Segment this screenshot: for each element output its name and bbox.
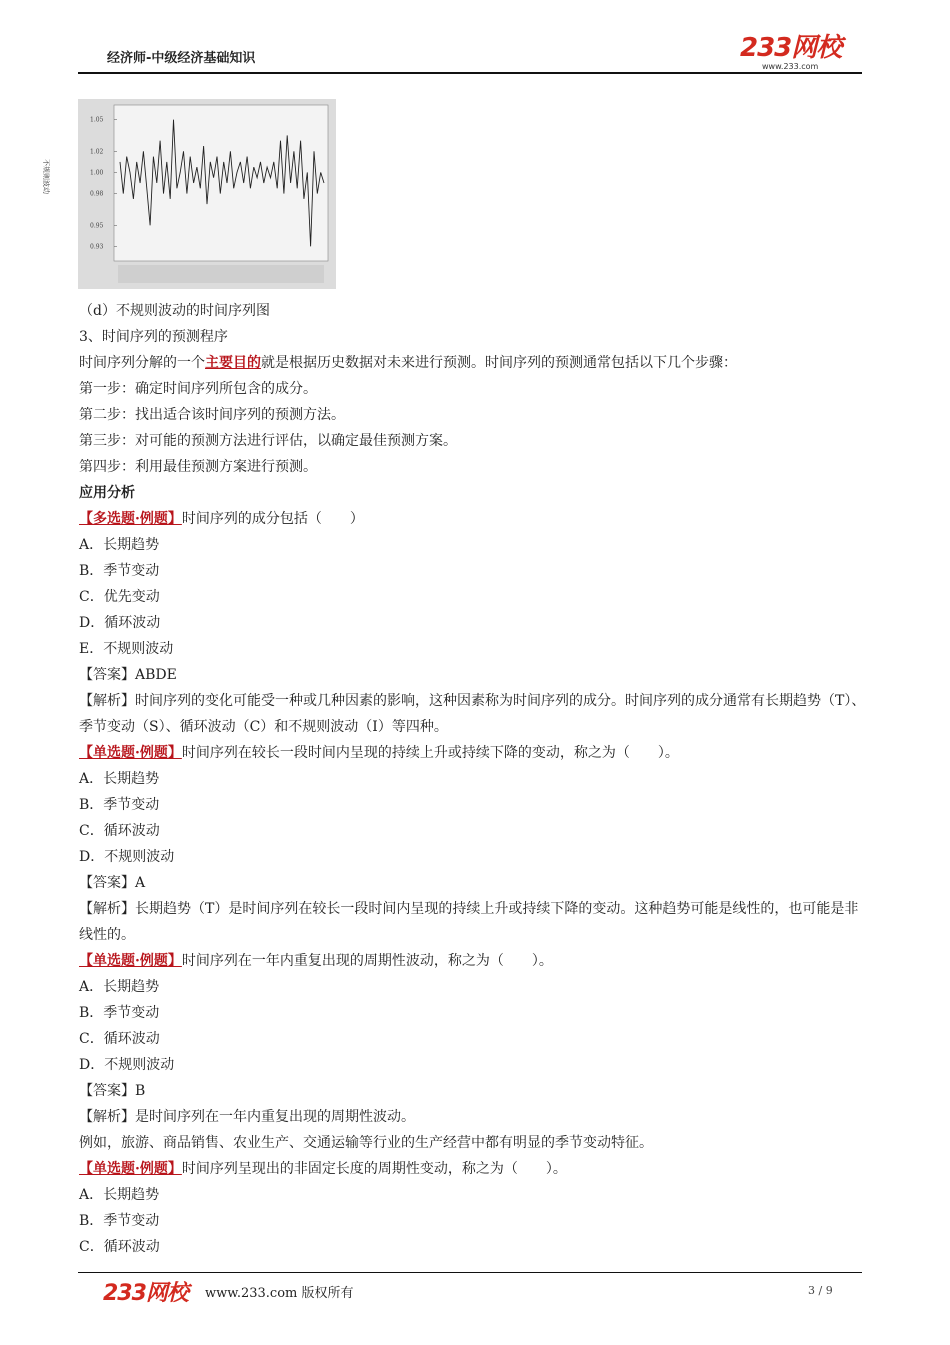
q1-analysis: 【解析】时间序列的变化可能受一种或几种因素的影响，这种因素称为时间序列的成分。时间序列的成分通常有长期趋势（T）、季节变动（S）、循环波动（C）和不规则波动（I）等四种。 xyxy=(79,693,866,735)
document-body xyxy=(79,298,869,1260)
question-1-tag: 【多选题·例题】 xyxy=(79,511,182,527)
question-2-tag: 【单选题·例题】 xyxy=(79,745,182,761)
y-tick-label: 0.98 xyxy=(90,190,104,198)
step-3: 第三步：对可能的预测方法进行评估，以确定最佳预测方案。 xyxy=(79,433,457,449)
x-tick-labels xyxy=(118,265,324,283)
page-number: 3 / 9 xyxy=(808,1284,833,1297)
q1-option-a: A．长期趋势 xyxy=(79,537,160,553)
intro-pre: 时间序列分解的一个 xyxy=(79,355,205,371)
q2-analysis: 【解析】长期趋势（T）是时间序列在较长一段时间内呈现的持续上升或持续下降的变动。这种趋势可能是线性的，也可能是非线性的。 xyxy=(79,901,859,943)
header-divider xyxy=(78,72,862,74)
footer-copyright: www.233.com 版权所有 xyxy=(205,1286,354,1301)
apply-heading: 应用分析 xyxy=(79,485,135,501)
y-tick-label: 1.05 xyxy=(90,116,104,124)
logo-url: www.233.com xyxy=(762,62,819,71)
q3-option-b: B．季节变动 xyxy=(79,1005,160,1021)
q1-option-d: D．循环波动 xyxy=(79,615,161,631)
y-tick-label: 0.93 xyxy=(90,243,104,251)
question-2-text: 时间序列在较长一段时间内呈现的持续上升或持续下降的变动，称之为（ ）。 xyxy=(181,745,679,761)
question-4-text: 时间序列呈现出的非固定长度的周期性变动，称之为（ ）。 xyxy=(181,1161,567,1177)
q2-option-a: A．长期趋势 xyxy=(79,771,160,787)
section-heading: 3、时间序列的预测程序 xyxy=(79,329,228,345)
question-4-stem xyxy=(79,1156,869,1182)
question-3-tag: 【单选题·例题】 xyxy=(79,953,182,969)
q3-answer: 【答案】B xyxy=(79,1083,146,1099)
q3-example: 例如，旅游、商品销售、农业生产、交通运输等行业的生产经营中都有明显的季节变动特征。 xyxy=(79,1135,653,1151)
q2-answer: 【答案】A xyxy=(79,875,146,891)
question-3-text: 时间序列在一年内重复出现的周期性波动，称之为（ ）。 xyxy=(181,953,553,969)
question-3-stem xyxy=(79,948,869,974)
y-axis-label: 不规则波动 xyxy=(42,159,50,194)
q3-option-c: C．循环波动 xyxy=(79,1031,160,1047)
intro-post: 就是根据历史数据对未来进行预测。时间序列的预测通常包括以下几个步骤： xyxy=(261,355,737,371)
intro-paragraph xyxy=(79,350,869,376)
q4-option-a: A．长期趋势 xyxy=(79,1187,160,1203)
q1-option-b: B．季节变动 xyxy=(79,563,160,579)
q3-option-a: A．长期趋势 xyxy=(79,979,160,995)
y-tick-label: 1.02 xyxy=(90,148,104,156)
q2-option-c: C．循环波动 xyxy=(79,823,160,839)
q1-option-e: E．不规则波动 xyxy=(79,641,174,657)
y-tick-label: 1.00 xyxy=(90,169,104,177)
q4-option-c: C．循环波动 xyxy=(79,1239,160,1255)
question-2-stem xyxy=(79,740,869,766)
q4-option-b: B．季节变动 xyxy=(79,1213,160,1229)
y-tick-label: 0.95 xyxy=(90,222,104,230)
step-2: 第二步：找出适合该时间序列的预测方法。 xyxy=(79,407,345,423)
document-header-title: 经济师-中级经济基础知识 xyxy=(107,51,256,66)
logo-text: 233网校 xyxy=(740,33,842,63)
figure-caption: （d）不规则波动的时间序列图 xyxy=(79,303,270,319)
q1-answer: 【答案】ABDE xyxy=(79,667,177,683)
q3-option-d: D．不规则波动 xyxy=(79,1057,175,1073)
intro-keyword: 主要目的 xyxy=(205,355,261,371)
footer-logo: 233网校 xyxy=(103,1281,188,1306)
question-1-text: 时间序列的成分包括（ ） xyxy=(181,511,364,527)
q1-option-c: C．优先变动 xyxy=(79,589,160,605)
q3-analysis: 【解析】是时间序列在一年内重复出现的周期性波动。 xyxy=(79,1109,415,1125)
x-tick-label-band xyxy=(118,265,324,283)
footer-divider xyxy=(78,1272,862,1273)
step-1: 第一步：确定时间序列所包含的成分。 xyxy=(79,381,317,397)
question-1-stem xyxy=(79,506,869,532)
question-4-tag: 【单选题·例题】 xyxy=(79,1161,182,1177)
step-4: 第四步：利用最佳预测方案进行预测。 xyxy=(79,459,317,475)
brand-logo xyxy=(740,34,860,74)
q2-option-b: B．季节变动 xyxy=(79,797,160,813)
q2-option-d: D．不规则波动 xyxy=(79,849,175,865)
irregular-fluctuation-chart xyxy=(42,99,336,289)
